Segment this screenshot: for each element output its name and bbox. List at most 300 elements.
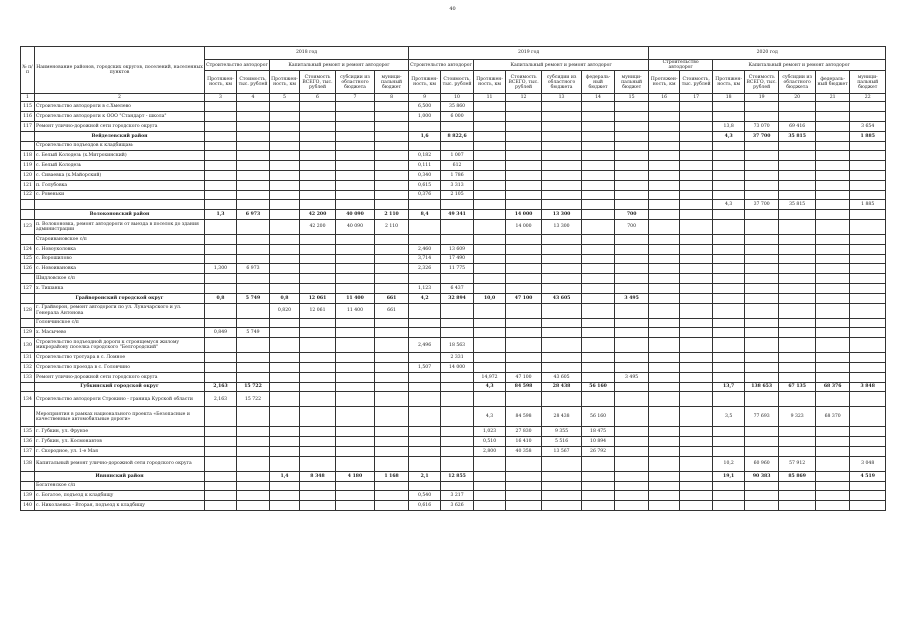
cell-value [474, 210, 506, 220]
cell-value [816, 180, 850, 190]
cell-value [680, 151, 713, 161]
cell-value [615, 318, 649, 328]
cell-value [649, 338, 680, 353]
cell-value [816, 141, 850, 151]
subheader-federal: федераль-ный бюджет [582, 71, 615, 94]
cell-value: 0,510 [474, 437, 506, 447]
cell-value [680, 456, 713, 471]
cell-value [779, 353, 816, 363]
cell-value [850, 481, 886, 491]
cell-value [713, 274, 745, 284]
cell-value [300, 234, 336, 244]
table-row [21, 501, 886, 511]
table-row [21, 446, 886, 456]
cell-value [205, 471, 237, 481]
cell-value [375, 200, 409, 210]
cell-value [582, 392, 615, 407]
cell-value [649, 501, 680, 511]
cell-value [237, 180, 270, 190]
cell-value: 19,1 [713, 471, 745, 481]
cell-value [441, 234, 474, 244]
cell-value [680, 274, 713, 284]
cell-value [270, 274, 300, 284]
cell-value [270, 372, 300, 382]
cell-value [649, 318, 680, 328]
cell-value [474, 102, 506, 112]
row-name: Грайворонский городской округ [35, 293, 205, 303]
table-row [21, 427, 886, 437]
cell-value [713, 328, 745, 338]
cell-value [779, 481, 816, 491]
cell-value [336, 234, 375, 244]
cell-value [850, 362, 886, 372]
cell-value [375, 338, 409, 353]
cell-value [270, 382, 300, 392]
row-name: Богатенское с/п [35, 481, 205, 491]
row-name: Мероприятия в рамках национального проекта «Безопасные и качественные автомобильные дороги» [35, 407, 205, 427]
cell-value [474, 362, 506, 372]
cell-value [680, 244, 713, 254]
cell-value [542, 456, 582, 471]
row-number: 123 [21, 219, 35, 234]
cell-value: 1,6 [409, 131, 441, 141]
construction-2018-header: Строительство автодорог [205, 60, 270, 71]
cell-value [779, 318, 816, 328]
row-number: 132 [21, 362, 35, 372]
cell-value [336, 180, 375, 190]
row-number: 116 [21, 112, 35, 122]
cell-value [649, 210, 680, 220]
cell-value: 12 061 [300, 303, 336, 318]
cell-value [205, 338, 237, 353]
cell-value [816, 318, 850, 328]
cell-value [816, 353, 850, 363]
cell-value [745, 362, 779, 372]
row-name: х. Масычево [35, 328, 205, 338]
cell-value: 35 860 [441, 102, 474, 112]
cell-value [506, 456, 542, 471]
cell-value [270, 200, 300, 210]
cell-value [779, 392, 816, 407]
cell-value [409, 122, 441, 132]
cell-value [205, 274, 237, 284]
cell-value [300, 122, 336, 132]
cell-value [680, 303, 713, 318]
subheader-cost: Стоимость, тыс. рублей [237, 71, 270, 94]
cell-value [474, 234, 506, 244]
cell-value [779, 219, 816, 234]
cell-value: 18 475 [582, 427, 615, 437]
cell-value [542, 392, 582, 407]
column-index-row [21, 94, 886, 102]
cell-value [680, 362, 713, 372]
cell-value [375, 264, 409, 274]
cell-value: 37 700 [745, 131, 779, 141]
row-number: 135 [21, 427, 35, 437]
cell-value [300, 446, 336, 456]
cell-value [542, 102, 582, 112]
column-index: 20 [779, 94, 816, 102]
table-row [21, 274, 886, 284]
cell-value: 13 300 [542, 210, 582, 220]
cell-value [850, 170, 886, 180]
row-name: Волоконовский район [35, 210, 205, 220]
cell-value [336, 283, 375, 293]
cell-value [336, 501, 375, 511]
row-number: 134 [21, 392, 35, 407]
cell-value [237, 446, 270, 456]
cell-value [409, 392, 441, 407]
cell-value [582, 190, 615, 200]
cell-value [205, 254, 237, 264]
row-number [21, 210, 35, 220]
cell-value [779, 427, 816, 437]
cell-value [375, 122, 409, 132]
cell-value [336, 170, 375, 180]
cell-value [237, 219, 270, 234]
cell-value [506, 244, 542, 254]
cell-value [336, 102, 375, 112]
cell-value [649, 170, 680, 180]
cell-value [745, 210, 779, 220]
section-row [21, 382, 886, 392]
cell-value [336, 372, 375, 382]
cell-value [582, 501, 615, 511]
cell-value [542, 353, 582, 363]
cell-value [506, 264, 542, 274]
cell-value [745, 219, 779, 234]
cell-value [375, 141, 409, 151]
cell-value [745, 501, 779, 511]
cell-value [409, 234, 441, 244]
cell-value [649, 151, 680, 161]
cell-value: 84 598 [506, 382, 542, 392]
cell-value [615, 122, 649, 132]
cell-value [205, 437, 237, 447]
cell-value [375, 456, 409, 471]
cell-value: 47 100 [506, 372, 542, 382]
cell-value [649, 382, 680, 392]
cell-value [205, 456, 237, 471]
table-row [21, 122, 886, 132]
cell-value [205, 112, 237, 122]
column-index: 3 [205, 94, 237, 102]
cell-value [713, 501, 745, 511]
col-no-header: № п/п [21, 47, 35, 94]
cell-value [779, 210, 816, 220]
subheader-length_km: Протяжен-ность, км [409, 71, 441, 94]
cell-value [336, 254, 375, 264]
cell-value [506, 353, 542, 363]
row-number: 126 [21, 264, 35, 274]
row-number [21, 131, 35, 141]
cell-value [237, 274, 270, 284]
table-row [21, 407, 886, 427]
cell-value [850, 274, 886, 284]
cell-value [237, 283, 270, 293]
cell-value [205, 122, 237, 132]
cell-value [237, 102, 270, 112]
cell-value [649, 234, 680, 244]
cell-value [409, 274, 441, 284]
cell-value [649, 283, 680, 293]
cell-value [713, 219, 745, 234]
cell-value [474, 131, 506, 141]
cell-value [474, 141, 506, 151]
cell-value [542, 131, 582, 141]
row-number [21, 471, 35, 481]
cell-value [270, 180, 300, 190]
cell-value [205, 318, 237, 328]
cell-value [542, 481, 582, 491]
row-name: п. Волоконовка, ремонт автодороги от выезда в поселок до здания администрации [35, 219, 205, 234]
cell-value [816, 244, 850, 254]
cell-value [441, 318, 474, 328]
table-row [21, 244, 886, 254]
cell-value [336, 244, 375, 254]
cell-value [649, 274, 680, 284]
cell-value: 700 [615, 219, 649, 234]
cell-value [542, 501, 582, 511]
cell-value [409, 219, 441, 234]
cell-value: 2 110 [375, 219, 409, 234]
subheader-municipal: муници-пальный бюджет [615, 71, 649, 94]
row-name: с. Николаевка - Вторая, подъезд к кладбищу [35, 501, 205, 511]
cell-value [680, 283, 713, 293]
cell-value: 0,820 [270, 303, 300, 318]
cell-value [474, 200, 506, 210]
cell-value [713, 283, 745, 293]
cell-value [375, 446, 409, 456]
cell-value [649, 219, 680, 234]
cell-value [300, 392, 336, 407]
cell-value: 40 090 [336, 219, 375, 234]
cell-value [582, 122, 615, 132]
row-name: с. Белый Колодезь (х.Митрохинский) [35, 151, 205, 161]
cell-value [816, 161, 850, 171]
row-number [21, 200, 35, 210]
cell-value [506, 141, 542, 151]
table-row [21, 219, 886, 234]
cell-value: 0,616 [409, 501, 441, 511]
cell-value [816, 283, 850, 293]
cell-value [300, 382, 336, 392]
cell-value [649, 180, 680, 190]
cell-value: 10,0 [474, 293, 506, 303]
subheader-total_cost: Стоимость ВСЕГО, тыс. рублей [300, 71, 336, 94]
cell-value [615, 382, 649, 392]
row-name: Ремонт улично-дорожной сети городского округа [35, 372, 205, 382]
cell-value: 49 341 [441, 210, 474, 220]
cell-value [441, 372, 474, 382]
cell-value [237, 141, 270, 151]
cell-value [336, 328, 375, 338]
row-number: 125 [21, 254, 35, 264]
cell-value [409, 353, 441, 363]
column-index: 16 [649, 94, 680, 102]
row-number: 122 [21, 190, 35, 200]
cell-value: 4,3 [474, 382, 506, 392]
table-row [21, 161, 886, 171]
cell-value [270, 427, 300, 437]
cell-value [336, 437, 375, 447]
row-name: с. Сиваевка (х.Майорский) [35, 170, 205, 180]
cell-value: 11 775 [441, 264, 474, 274]
cell-value [270, 318, 300, 328]
cell-value [474, 338, 506, 353]
row-number: 140 [21, 501, 35, 511]
cell-value [300, 501, 336, 511]
cell-value [680, 141, 713, 151]
table-row [21, 437, 886, 447]
cell-value: 15 722 [237, 392, 270, 407]
cell-value: 0,849 [205, 328, 237, 338]
cell-value [816, 501, 850, 511]
cell-value [680, 131, 713, 141]
table-row [21, 170, 886, 180]
cell-value [816, 210, 850, 220]
subheader-total_cost: Стоимость ВСЕГО, тыс. рублей [745, 71, 779, 94]
cell-value [850, 102, 886, 112]
cell-value [713, 161, 745, 171]
cell-value [270, 190, 300, 200]
cell-value [615, 392, 649, 407]
cell-value [713, 318, 745, 328]
cell-value: 2 105 [441, 190, 474, 200]
cell-value [409, 456, 441, 471]
cell-value: 4,3 [474, 407, 506, 427]
cell-value [441, 274, 474, 284]
cell-value [237, 151, 270, 161]
cell-value [816, 446, 850, 456]
cell-value [441, 141, 474, 151]
cell-value [300, 151, 336, 161]
cell-value: 42 200 [300, 219, 336, 234]
cell-value [850, 219, 886, 234]
cell-value [680, 372, 713, 382]
column-index: 5 [270, 94, 300, 102]
row-number [21, 481, 35, 491]
cell-value [237, 122, 270, 132]
cell-value [205, 141, 237, 151]
cell-value: 2,163 [205, 392, 237, 407]
cell-value [205, 219, 237, 234]
cell-value [336, 112, 375, 122]
cell-value [300, 141, 336, 151]
cell-value [441, 382, 474, 392]
cell-value [850, 318, 886, 328]
cell-value [300, 481, 336, 491]
cell-value [270, 362, 300, 372]
cell-value: 1,000 [409, 112, 441, 122]
cell-value [850, 407, 886, 427]
subheader-length_km: Протяжен-ность, км [713, 71, 745, 94]
cell-value [615, 471, 649, 481]
cell-value [615, 328, 649, 338]
cell-value [336, 392, 375, 407]
repair-2018-header: Капитальный ремонт и ремонт автодорог [270, 60, 409, 71]
cell-value [474, 456, 506, 471]
cell-value: 28 438 [542, 382, 582, 392]
cell-value: 0,340 [409, 170, 441, 180]
cell-value [615, 407, 649, 427]
cell-value [582, 141, 615, 151]
row-number: 127 [21, 283, 35, 293]
column-index: 13 [542, 94, 582, 102]
cell-value [237, 170, 270, 180]
cell-value [205, 501, 237, 511]
cell-value [542, 264, 582, 274]
cell-value [542, 274, 582, 284]
cell-value: 612 [441, 161, 474, 171]
row-number: 115 [21, 102, 35, 112]
row-number: 119 [21, 161, 35, 171]
cell-value [542, 180, 582, 190]
cell-value: 1 885 [850, 200, 886, 210]
cell-value [582, 170, 615, 180]
cell-value: 3 313 [441, 180, 474, 190]
cell-value [205, 200, 237, 210]
cell-value [506, 491, 542, 501]
cell-value [713, 362, 745, 372]
cell-value [300, 200, 336, 210]
cell-value [300, 131, 336, 141]
cell-value: 8 822,6 [441, 131, 474, 141]
cell-value [745, 102, 779, 112]
cell-value [300, 244, 336, 254]
cell-value [300, 427, 336, 437]
cell-value [300, 456, 336, 471]
cell-value [779, 190, 816, 200]
cell-value [506, 190, 542, 200]
row-number: 138 [21, 456, 35, 471]
row-number: 136 [21, 437, 35, 447]
column-index: 2 [35, 94, 205, 102]
cell-value [615, 264, 649, 274]
cell-value [649, 362, 680, 372]
row-name: Строительство проезда в с. Головчино [35, 362, 205, 372]
cell-value [779, 372, 816, 382]
cell-value [542, 122, 582, 132]
cell-value: 35 815 [779, 200, 816, 210]
cell-value: 3 495 [615, 293, 649, 303]
cell-value [270, 338, 300, 353]
cell-value [850, 491, 886, 501]
row-number: 137 [21, 446, 35, 456]
cell-value [542, 244, 582, 254]
cell-value [441, 456, 474, 471]
cell-value: 1,507 [409, 362, 441, 372]
cell-value [474, 283, 506, 293]
cell-value [615, 161, 649, 171]
cell-value [474, 151, 506, 161]
cell-value [441, 122, 474, 132]
row-name: г. Губкин, ул. Фрунзе [35, 427, 205, 437]
cell-value [506, 112, 542, 122]
table-row [21, 141, 886, 151]
cell-value [816, 338, 850, 353]
row-number: 117 [21, 122, 35, 132]
cell-value [816, 219, 850, 234]
cell-value: 5 516 [542, 437, 582, 447]
cell-value [542, 471, 582, 481]
cell-value [474, 244, 506, 254]
cell-value [713, 372, 745, 382]
cell-value [850, 283, 886, 293]
cell-value [680, 102, 713, 112]
cell-value: 14 000 [506, 210, 542, 220]
cell-value [713, 234, 745, 244]
